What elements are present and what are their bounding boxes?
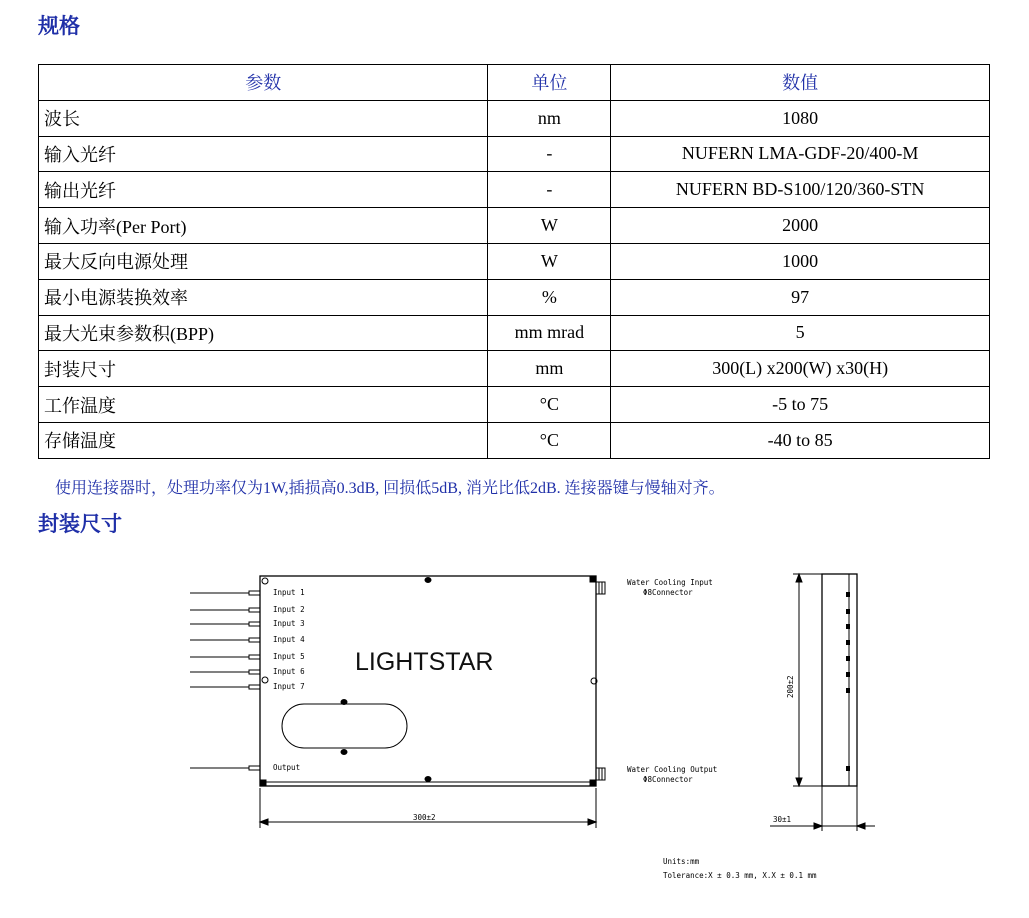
value-cell: NUFERN LMA-GDF-20/400-M xyxy=(611,136,990,172)
unit-cell: - xyxy=(488,172,611,208)
spec-table xyxy=(38,64,990,459)
unit-cell: - xyxy=(488,136,611,172)
value-cell: 300(L) x200(W) x30(H) xyxy=(611,351,990,387)
units-text: Units:mm xyxy=(663,857,700,866)
unit-cell: % xyxy=(488,279,611,315)
param-cell: 输出光纤 xyxy=(39,172,488,208)
screw-hole xyxy=(341,750,347,755)
table-row xyxy=(39,243,990,279)
output-label: Output xyxy=(273,763,301,772)
height-dimension-label: 30±1 xyxy=(773,815,792,824)
param-cell: 输入功率(Per Port) xyxy=(39,208,488,244)
unit-cell: °C xyxy=(488,422,611,458)
screw-hole xyxy=(425,578,431,583)
corner-block xyxy=(260,780,266,786)
table-row xyxy=(39,172,990,208)
param-cell: 封装尺寸 xyxy=(39,351,488,387)
param-cell: 工作温度 xyxy=(39,387,488,423)
screw-hole xyxy=(262,578,268,584)
table-row xyxy=(39,387,990,423)
connector-label: Φ8Connector xyxy=(643,588,693,597)
input-label: Input 4 xyxy=(273,635,305,644)
table-row xyxy=(39,315,990,351)
side-view-outline xyxy=(822,574,857,786)
param-cell: 最大反向电源处理 xyxy=(39,243,488,279)
tolerance-text: Tolerance:X ± 0.3 mm, X.X ± 0.1 mm xyxy=(663,871,817,880)
value-cell: 5 xyxy=(611,315,990,351)
value-cell: 1080 xyxy=(611,100,990,136)
unit-cell: mm xyxy=(488,351,611,387)
corner-block xyxy=(590,576,596,582)
table-row xyxy=(39,422,990,458)
connector-label: Φ8Connector xyxy=(643,775,693,784)
param-cell: 最小电源装换效率 xyxy=(39,279,488,315)
column-header-value: 数值 xyxy=(611,65,990,101)
table-row xyxy=(39,351,990,387)
value-cell: -5 to 75 xyxy=(611,387,990,423)
param-cell: 波长 xyxy=(39,100,488,136)
column-header-param: 参数 xyxy=(39,65,488,101)
water-output-label: Water Cooling Output xyxy=(627,765,718,774)
oval-cutout xyxy=(282,704,407,748)
screw-hole xyxy=(262,677,268,683)
value-cell: 97 xyxy=(611,279,990,315)
param-cell: 输入光纤 xyxy=(39,136,488,172)
input-label: Input 1 xyxy=(273,588,305,597)
unit-cell: W xyxy=(488,243,611,279)
unit-cell: mm mrad xyxy=(488,315,611,351)
param-cell: 最大光束参数积(BPP) xyxy=(39,315,488,351)
input-label: Input 5 xyxy=(273,652,305,661)
column-header-unit: 单位 xyxy=(488,65,611,101)
connector-note: 使用连接器时，处理功率仅为1W,插损高0.3dB, 回损低5dB, 消光比低2dB. 连接器键与慢轴对齐。 xyxy=(55,480,725,497)
brand-logo-text: LIGHTSTAR xyxy=(355,648,494,676)
water-input-label: Water Cooling Input xyxy=(627,578,713,587)
unit-cell: W xyxy=(488,208,611,244)
water-input-connector xyxy=(596,582,605,594)
input-fibers xyxy=(190,591,260,770)
housing-outline xyxy=(260,576,596,786)
input-label: Input 3 xyxy=(273,619,305,628)
param-cell: 存储温度 xyxy=(39,422,488,458)
package-dimension-drawing xyxy=(185,556,885,891)
value-cell: 2000 xyxy=(611,208,990,244)
table-header-row xyxy=(39,65,990,101)
value-cell: -40 to 85 xyxy=(611,422,990,458)
value-cell: 1000 xyxy=(611,243,990,279)
table-row xyxy=(39,208,990,244)
table-row xyxy=(39,136,990,172)
input-label: Input 6 xyxy=(273,667,305,676)
unit-cell: °C xyxy=(488,387,611,423)
screw-hole xyxy=(425,777,431,782)
input-label: Input 2 xyxy=(273,605,305,614)
spec-section-title: 规格 xyxy=(38,14,80,38)
width-dimension-label: 200±2 xyxy=(786,675,795,698)
unit-cell: nm xyxy=(488,100,611,136)
length-dimension-label: 300±2 xyxy=(413,813,436,822)
table-row xyxy=(39,100,990,136)
water-output-connector xyxy=(596,768,605,780)
input-label: Input 7 xyxy=(273,682,305,691)
package-section-title: 封装尺寸 xyxy=(38,512,122,536)
corner-block xyxy=(590,780,596,786)
value-cell: NUFERN BD-S100/120/360-STN xyxy=(611,172,990,208)
table-row xyxy=(39,279,990,315)
